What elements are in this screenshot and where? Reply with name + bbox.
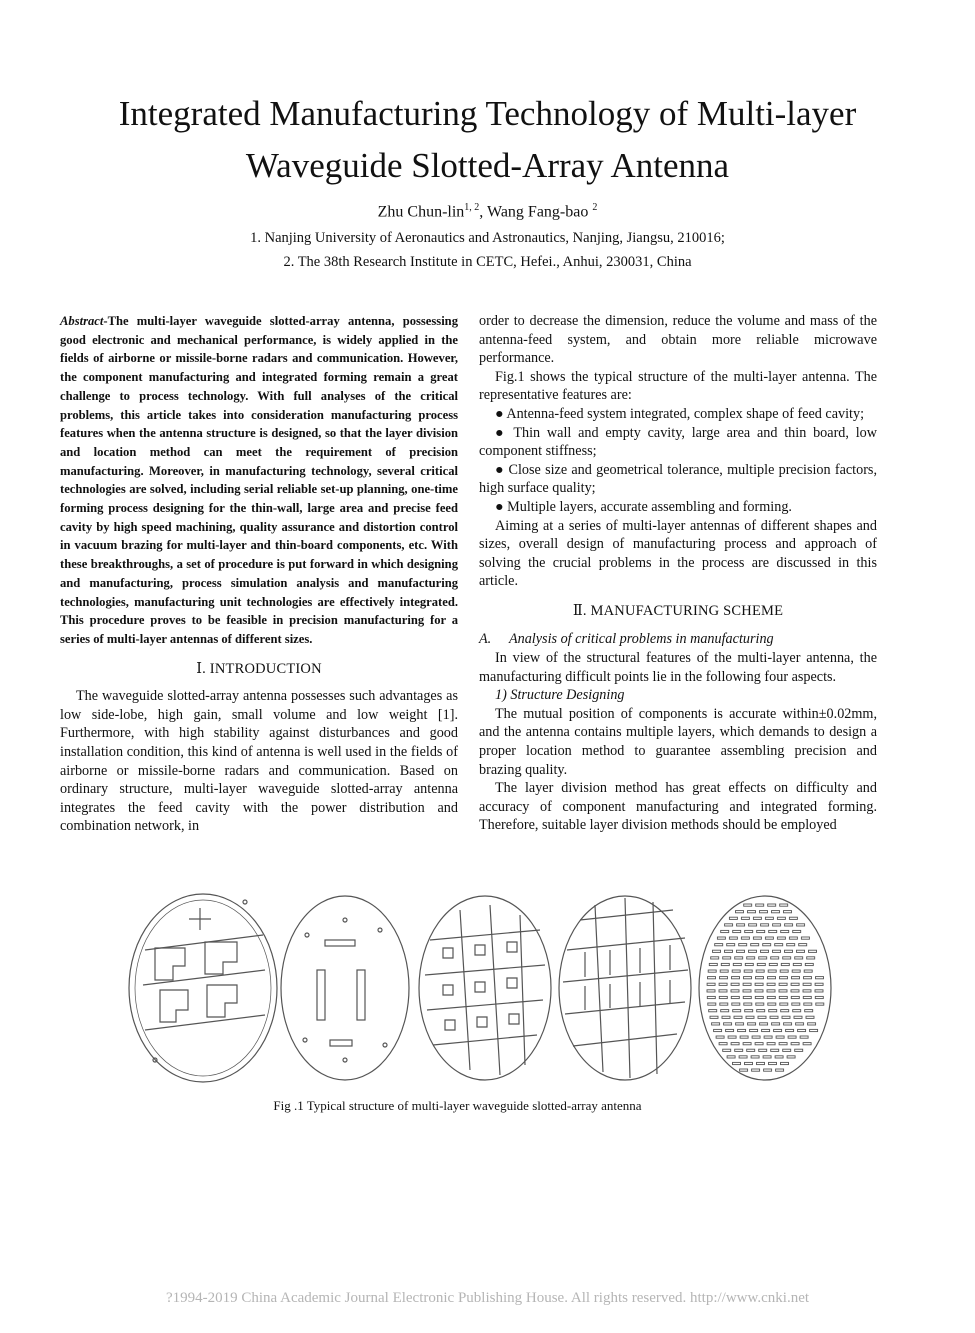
- antenna-plate-feed-layer: [129, 894, 277, 1082]
- section-heading-manufacturing-scheme: Ⅱ. MANUFACTURING SCHEME: [572, 602, 784, 619]
- subsection-a-heading: [479, 630, 877, 649]
- feature-bullet-2: ● Thin wall and empty cavity, large area and thin board, low component stiffness;: [479, 424, 877, 460]
- feature-bullet-1: ● Antenna-feed system integrated, complex shape of feed cavity;: [495, 405, 865, 422]
- copyright-footer: ?1994-2019 China Academic Journal Electronic Publishing House. All rights reserved. http://www.cnki.net: [165, 1290, 810, 1306]
- author-list: [0, 202, 975, 221]
- subsection-a-label: A.: [479, 630, 492, 647]
- radiating-slots: [707, 904, 824, 1071]
- paper-title: [0, 88, 975, 192]
- structure-paragraph-1: The mutual position of components is accurate within±0.02mm, and the antenna contains multiple layers, which demands to design a proper location method to guarantee assembling precision and brazing quality.: [479, 705, 877, 778]
- abstract: [60, 312, 458, 649]
- antenna-plate-distribution-layer: [419, 896, 551, 1080]
- section-heading-introduction: Ⅰ. INTRODUCTION: [196, 660, 322, 677]
- antenna-layers-figure: [125, 890, 835, 1085]
- antenna-plate-waveguide-grid-layer: [559, 896, 691, 1080]
- title-line-1: Integrated Manufacturing Technology of Multi-layer: [118, 94, 857, 133]
- right-column: [479, 312, 877, 835]
- feature-bullet-3: ● Close size and geometrical tolerance, multiple precision factors, high surface quality;: [479, 461, 877, 497]
- intro-paragraph-1-continued: order to decrease the dimension, reduce the volume and mass of the antenna-feed system, and obtain more reliable microwave performance.: [479, 313, 877, 367]
- affiliation-2: 2. The 38th Research Institute in CETC, Hefei., Anhui, 230031, China: [283, 254, 692, 270]
- subsection-a-paragraph: In view of the structural features of the multi-layer antenna, the manufacturing difficult points lie in the following four aspects.: [479, 650, 877, 685]
- intro-paragraph-1: The waveguide slotted-array antenna possesses such advantages as low side-lobe, high gain, small volume and low weight [1]. Furthermore, with high stability against disturbances and good installation condition, this kind of antenna is well used in the fields of airborne or missile-borne radars and communication. Based on ordinary structure, multi-layer waveguide slotted-array antenna integrates the feed cavity with the power distribution and combination network, in: [60, 688, 458, 835]
- author-2-superscript: 2: [592, 202, 598, 213]
- subsubsection-structure-designing: 1) Structure Designing: [495, 687, 625, 704]
- title-line-2: Waveguide Slotted-Array Antenna: [245, 146, 730, 185]
- abstract-label: Abstract: [60, 314, 104, 328]
- structure-paragraph-2: The layer division method has great effects on difficulty and accuracy of component manufacturing and integrated forming. Therefore, suitable layer division methods should be employed: [479, 780, 877, 834]
- left-column: [60, 312, 458, 836]
- figure-caption: Fig .1 Typical structure of multi-layer waveguide slotted-array antenna: [273, 1098, 642, 1113]
- affiliation-1: 1. Nanjing University of Aeronautics and Astronautics, Nanjing, Jiangsu, 210016;: [250, 230, 725, 246]
- feature-bullet-4: ● Multiple layers, accurate assembling and forming.: [495, 498, 792, 515]
- subsection-a-title: Analysis of critical problems in manufacturing: [508, 630, 774, 647]
- abstract-text: -The multi-layer waveguide slotted-array antenna, possessing good electronic and mechanical performance, is widely applied in the fields of airborne or missile-borne radars and communication. However, the component manufacturing and integrated forming remain a great challenge to process technology. With full analyses of the critical problems, this article takes into consideration manufacturing process features when the antenna structure is designed, so that the layer division and location method can meet the requirement of precision manufacturing. Moreover, in manufacturing technology, several critical technologies are solved, including serial reliable set-up planning, one-time forming process designing for the thin-wall, large area and precise feed cavity by high speed machining, quality assurance and distortion control in vacuum brazing for multi-layer and thin-board components, etc. With these breakthroughs, a set of procedure is put forward in which designing and manufacturing, process simulation analysis and manufacturing technologies, manufacturing unit technologies are effectively integrated. This procedure proves to be feasible in precision manufacturing for a series of multi-layer antennas of different sizes.: [60, 314, 458, 646]
- author-separator: , Wang Fang-bao: [479, 203, 593, 221]
- author-1-superscript: 1, 2: [464, 202, 480, 213]
- intro-paragraph-3: Aiming at a series of multi-layer antennas of different shapes and sizes, overall design of manufacturing process and approach of solving the crucial problems in the process are discussed in this article.: [479, 517, 877, 590]
- antenna-plate-coupling-layer: [281, 896, 409, 1080]
- intro-paragraph-2: Fig.1 shows the typical structure of the multi-layer antenna. The representative features are:: [479, 368, 877, 404]
- author-1: Zhu Chun-lin: [377, 203, 465, 221]
